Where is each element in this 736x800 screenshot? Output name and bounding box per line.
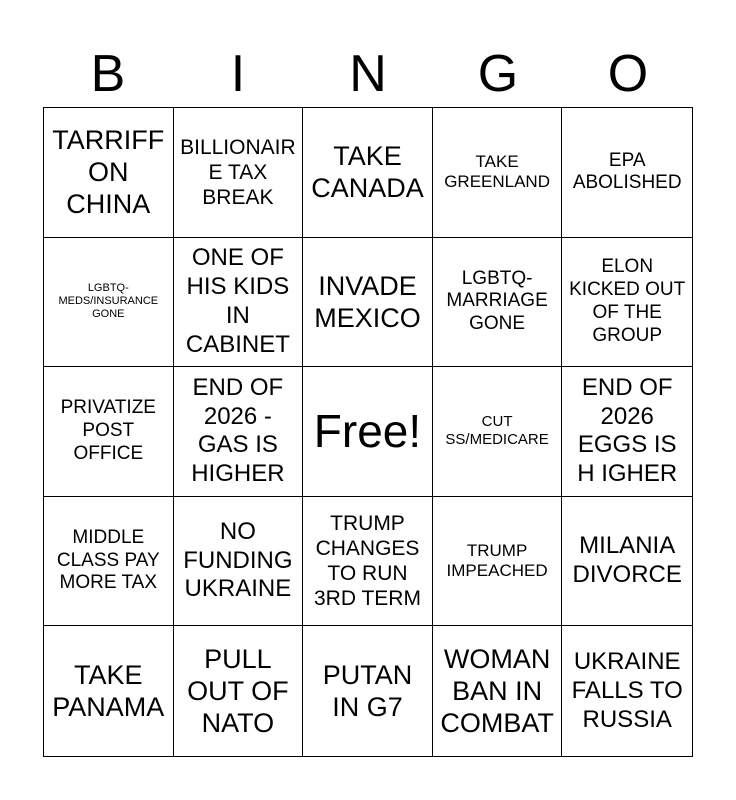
bingo-cell-label: TAKE CANADA [311, 140, 424, 204]
bingo-cell-label: CUT SS/MEDICARE [445, 413, 549, 449]
bingo-cell-label: PUTAN IN G7 [322, 659, 413, 723]
bingo-cell-label: ONE OF HIS KIDS IN CABINET [185, 244, 290, 358]
bingo-cell-label: MILANIA DIVORCE [572, 532, 682, 589]
bingo-cell-label: LGBTQ-MARRIAGE GONE [446, 267, 548, 335]
header-letter-g: G [477, 45, 519, 103]
bingo-cell[interactable] [174, 497, 304, 627]
bingo-cell-label: TAKE GREENLAND [444, 151, 550, 192]
bingo-cell[interactable] [174, 238, 304, 368]
bingo-cell-label: PRIVATIZE POST OFFICE [60, 397, 156, 464]
bingo-cell[interactable] [433, 497, 563, 627]
bingo-cell[interactable] [433, 108, 563, 238]
bingo-cell[interactable] [44, 367, 174, 497]
bingo-cell[interactable] [562, 626, 692, 756]
bingo-cell-label: END OF 2026 - GAS IS HIGHER [191, 373, 285, 488]
bingo-board [43, 107, 693, 757]
bingo-cell[interactable] [562, 108, 692, 238]
bingo-cell-label: END OF 2026 EGGS IS H IGHER [577, 373, 678, 488]
bingo-cell[interactable] [433, 238, 563, 368]
free-space-cell[interactable] [303, 367, 433, 497]
bingo-cell[interactable] [174, 367, 304, 497]
bingo-cell[interactable] [562, 367, 692, 497]
bingo-cell[interactable] [303, 108, 433, 238]
bingo-cell-label: PULL OUT OF NATO [187, 643, 289, 739]
bingo-cell[interactable] [44, 497, 174, 627]
bingo-cell[interactable] [562, 497, 692, 627]
bingo-cell-label: TARRIFF ON CHINA [52, 124, 165, 220]
bingo-cell-label: ELON KICKED OUT OF THE GROUP [569, 256, 686, 346]
bingo-cell[interactable] [174, 108, 304, 238]
bingo-cell-label: INVADE MEXICO [314, 270, 421, 333]
bingo-cell-label: LGBTQ-MEDS/INSURANCE GONE [58, 282, 159, 321]
bingo-header [43, 40, 693, 108]
bingo-cell-label: EPA ABOLISHED [572, 149, 682, 194]
bingo-cell-label: TRUMP IMPEACHED [446, 540, 548, 581]
header-letter-i: I [230, 45, 246, 103]
bingo-cell[interactable] [433, 367, 563, 497]
bingo-cell[interactable] [303, 626, 433, 756]
bingo-cell[interactable] [174, 626, 304, 756]
bingo-cell[interactable] [562, 238, 692, 368]
bingo-cell-label: BILLIONAIRE TAX BREAK [180, 135, 296, 209]
bingo-cell[interactable] [433, 626, 563, 756]
header-letter-o: O [607, 45, 649, 103]
bingo-cell-label: NO FUNDING UKRAINE [183, 517, 293, 603]
bingo-cell-label: TAKE PANAMA [52, 659, 165, 723]
bingo-cell[interactable] [44, 108, 174, 238]
bingo-cell-label: Free! [313, 404, 422, 457]
bingo-cell-label: WOMAN BAN IN COMBAT [440, 643, 554, 739]
bingo-cell-label: TRUMP CHANGES TO RUN 3RD TERM [314, 511, 421, 611]
bingo-cell-label: UKRAINE FALLS TO RUSSIA [571, 648, 683, 733]
header-letter-n: N [349, 45, 387, 103]
bingo-cell-label: MIDDLE CLASS PAY MORE TAX [56, 526, 160, 594]
header-letter-b: B [90, 45, 126, 103]
bingo-cell[interactable] [44, 626, 174, 756]
bingo-cell[interactable] [303, 238, 433, 368]
bingo-cell[interactable] [303, 497, 433, 627]
bingo-cell[interactable] [44, 238, 174, 368]
